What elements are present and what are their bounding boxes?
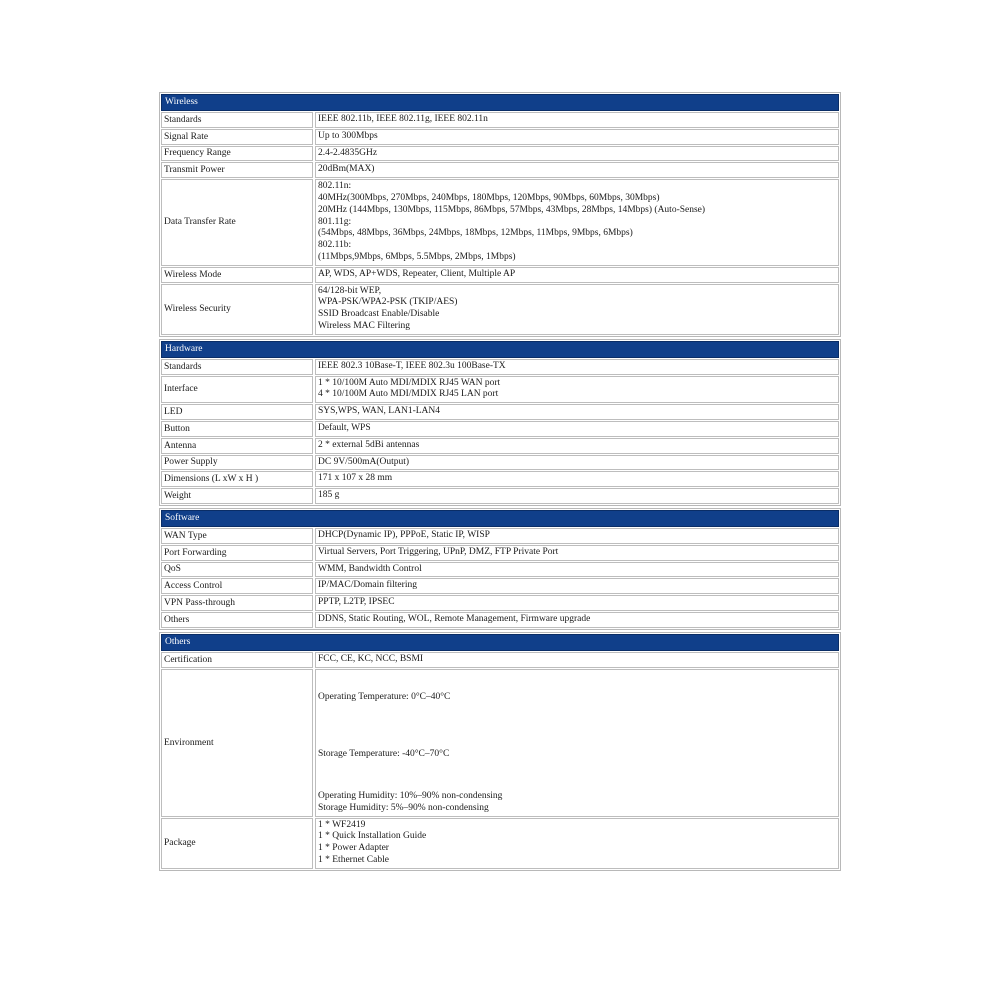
- spec-row: [161, 421, 839, 437]
- spec-row: [161, 545, 839, 561]
- spec-value: [315, 359, 839, 375]
- spec-label: Antenna: [161, 438, 313, 454]
- spec-value: [315, 284, 839, 335]
- spec-value: [315, 669, 839, 817]
- spec-value: [315, 652, 839, 668]
- spec-label: Weight: [161, 488, 313, 504]
- spec-value-line: 4 * 10/100M Auto MDI/MDIX RJ45 LAN port: [318, 389, 499, 400]
- spec-row: [161, 284, 839, 335]
- section-header: Wireless: [161, 94, 839, 111]
- spec-value: [315, 545, 839, 561]
- spec-value-line: 801.11g:: [318, 216, 352, 227]
- spec-value-line: 64/128-bit WEP,: [318, 285, 382, 296]
- spec-row: [161, 146, 839, 162]
- spec-value-line: Operating Humidity: 10%–90% non-condensing: [318, 791, 503, 802]
- section-software: [159, 508, 841, 630]
- spec-row: [161, 129, 839, 145]
- spec-value: [315, 179, 839, 266]
- spec-row: [161, 578, 839, 594]
- spec-label: Dimensions (L xW x H ): [161, 471, 313, 487]
- spec-value-line: 20MHz (144Mbps, 130Mbps, 115Mbps, 86Mbps, 57Mbps, 43Mbps, 28Mbps, 14Mbps) (Auto-Sense): [318, 204, 706, 215]
- spec-value: [315, 578, 839, 594]
- spec-label: Certification: [161, 652, 313, 668]
- spec-value-line: 185 g: [318, 490, 340, 501]
- spec-value: [315, 404, 839, 420]
- spec-value-line: 2.4-2.4835GHz: [318, 147, 378, 158]
- spec-value-line: Up to 300Mbps: [318, 130, 378, 141]
- spec-value-line: 1 * WF2419: [318, 819, 366, 830]
- spec-value: [315, 562, 839, 578]
- spec-row: [161, 376, 839, 404]
- spec-value-line: AP, WDS, AP+WDS, Repeater, Client, Multiple AP: [318, 268, 516, 279]
- spec-value: [315, 818, 839, 869]
- spec-label: Wireless Mode: [161, 267, 313, 283]
- spec-value: [315, 595, 839, 611]
- spec-value-line: Storage Temperature: -40°C–70°C: [318, 749, 450, 760]
- spec-value-line: 171 x 107 x 28 mm: [318, 473, 393, 484]
- spec-value: [315, 612, 839, 628]
- spec-value-line: 40MHz(300Mbps, 270Mbps, 240Mbps, 180Mbps, 120Mbps, 90Mbps, 60Mbps, 30Mbps): [318, 192, 660, 203]
- spec-value: [315, 488, 839, 504]
- spec-value: [315, 112, 839, 128]
- spec-value-line: FCC, CE, KC, NCC, BSMI: [318, 653, 424, 664]
- spec-value-line: Virtual Servers, Port Triggering, UPnP, DMZ, FTP Private Port: [318, 546, 559, 557]
- spec-label: Standards: [161, 112, 313, 128]
- spec-label: Data Transfer Rate: [161, 179, 313, 266]
- spec-value-line: Storage Humidity: 5%–90% non-condensing: [318, 802, 489, 813]
- spec-row: [161, 112, 839, 128]
- spec-label: QoS: [161, 562, 313, 578]
- spec-label: Transmit Power: [161, 162, 313, 178]
- spec-label: Signal Rate: [161, 129, 313, 145]
- spec-value-line: IEEE 802.11b, IEEE 802.11g, IEEE 802.11n: [318, 114, 488, 124]
- spec-label: VPN Pass-through: [161, 595, 313, 611]
- spec-value-line: IP/MAC/Domain filtering: [318, 580, 417, 591]
- spec-row: [161, 404, 839, 420]
- spec-row: [161, 162, 839, 178]
- spec-sheet: [159, 92, 841, 873]
- spec-value-line: WMM, Bandwidth Control: [318, 563, 422, 574]
- spec-label: Frequency Range: [161, 146, 313, 162]
- spec-value: [315, 471, 839, 487]
- spec-row: [161, 438, 839, 454]
- spec-label: Package: [161, 818, 313, 869]
- spec-value-line: DHCP(Dynamic IP), PPPoE, Static IP, WISP: [318, 529, 490, 540]
- spec-value-line: DC 9V/500mA(Output): [318, 456, 410, 467]
- spec-value-line: 1 * Quick Installation Guide: [318, 831, 427, 842]
- spec-label: Interface: [161, 376, 313, 404]
- spec-label: LED: [161, 404, 313, 420]
- spec-label: Standards: [161, 359, 313, 375]
- spec-row: [161, 471, 839, 487]
- spec-row: [161, 488, 839, 504]
- section-wireless: [159, 92, 841, 337]
- spec-value-line: Wireless MAC Filtering: [318, 320, 410, 331]
- spec-row: [161, 818, 839, 869]
- section-header: Hardware: [161, 341, 839, 358]
- spec-label: Access Control: [161, 578, 313, 594]
- spec-row: [161, 455, 839, 471]
- spec-value-line: SSID Broadcast Enable/Disable: [318, 309, 440, 320]
- spec-label: WAN Type: [161, 528, 313, 544]
- spec-value: [315, 421, 839, 437]
- spec-value: [315, 162, 839, 178]
- spec-row: [161, 528, 839, 544]
- spec-value-line: 1 * Power Adapter: [318, 843, 389, 854]
- spec-row: [161, 267, 839, 283]
- spec-label: Port Forwarding: [161, 545, 313, 561]
- spec-value: [315, 267, 839, 283]
- spec-value-line: 802.11b:: [318, 240, 352, 251]
- spec-value-line: 2 * external 5dBi antennas: [318, 439, 420, 450]
- section-hardware: [159, 339, 841, 506]
- spec-value: [315, 438, 839, 454]
- section-header: Others: [161, 634, 839, 651]
- spec-label: Others: [161, 612, 313, 628]
- spec-label: Wireless Security: [161, 284, 313, 335]
- spec-value-line: WPA-PSK/WPA2-PSK (TKIP/AES): [318, 297, 458, 308]
- spec-value-line: PPTP, L2TP, IPSEC: [318, 597, 395, 608]
- section-header: Software: [161, 510, 839, 527]
- spec-row: [161, 179, 839, 266]
- spec-value-line: Operating Temperature: 0°C–40°C: [318, 691, 451, 702]
- spec-row: [161, 595, 839, 611]
- spec-value: [315, 129, 839, 145]
- spec-value-line: (11Mbps,9Mbps, 6Mbps, 5.5Mbps, 2Mbps, 1Mbps): [318, 251, 516, 262]
- spec-value: [315, 376, 839, 404]
- spec-row: [161, 652, 839, 668]
- spec-value-line: 1 * 10/100M Auto MDI/MDIX RJ45 WAN port: [318, 377, 501, 388]
- section-others: [159, 632, 841, 871]
- spec-row: [161, 612, 839, 628]
- spec-label: Environment: [161, 669, 313, 817]
- spec-value-line: (54Mbps, 48Mbps, 36Mbps, 24Mbps, 18Mbps, 12Mbps, 11Mbps, 9Mbps, 6Mbps): [318, 228, 633, 239]
- spec-row: [161, 669, 839, 817]
- spec-value-line: 1 * Ethernet Cable: [318, 855, 389, 866]
- spec-value: [315, 146, 839, 162]
- spec-value: [315, 455, 839, 471]
- spec-value-line: DDNS, Static Routing, WOL, Remote Management, Firmware upgrade: [318, 613, 591, 624]
- spec-value: [315, 528, 839, 544]
- spec-value-line: 20dBm(MAX): [318, 164, 375, 175]
- spec-value-line: Default, WPS: [318, 422, 371, 433]
- spec-value-line: 802.11n:: [318, 181, 352, 192]
- spec-row: [161, 359, 839, 375]
- spec-label: Power Supply: [161, 455, 313, 471]
- spec-value-line: SYS,WPS, WAN, LAN1-LAN4: [318, 406, 441, 417]
- spec-row: [161, 562, 839, 578]
- spec-label: Button: [161, 421, 313, 437]
- spec-value-line: IEEE 802.3 10Base-T, IEEE 802.3u 100Base-TX: [318, 360, 506, 371]
